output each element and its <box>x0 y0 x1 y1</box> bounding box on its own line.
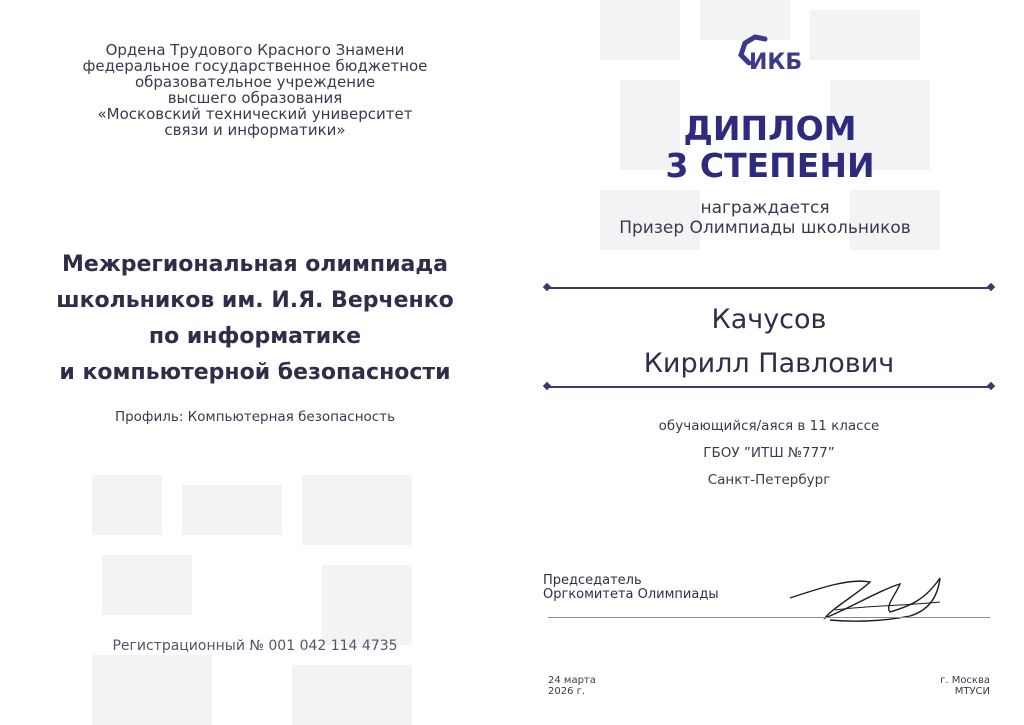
school-name: ГБОУ ”ИТШ №777” <box>703 445 835 461</box>
recipient-given-names: Кирилл Павлович <box>643 348 895 379</box>
ikb-logo <box>735 33 805 75</box>
issue-date-line: 24 марта <box>548 675 596 686</box>
olympiad-line: и компьютерной безопасности <box>59 360 451 385</box>
olympiad-line: по информатике <box>148 324 362 349</box>
issue-place <box>940 675 990 697</box>
issue-place-line: МТУСИ <box>954 686 990 697</box>
olympiad-line: школьников им. И.Я. Верченко <box>56 288 454 313</box>
signature-line <box>548 617 990 618</box>
olympiad-line: Межрегиональная олимпиада <box>62 252 448 277</box>
student-grade: обучающийся/аяся в 11 классе <box>658 418 880 434</box>
university-line: образовательное учреждение <box>134 73 376 91</box>
issue-date <box>548 675 596 697</box>
university-line: Ордена Трудового Красного Знамени <box>105 41 405 59</box>
issue-date-line: 2026 г. <box>548 686 586 697</box>
recipient-name <box>548 298 990 386</box>
watermark-bottom-left <box>92 475 422 725</box>
chairman-line: Председатель <box>543 573 642 588</box>
ikb-logo-icon <box>735 33 805 75</box>
issue-place-line: г. Москва <box>940 675 990 686</box>
chairman-line: Оргкомитета Олимпиады <box>543 587 719 602</box>
logo-text: ИКБ <box>749 50 803 75</box>
registration-number: Регистрационный № 001 042 114 4735 <box>112 638 398 654</box>
chairman-title <box>543 574 719 602</box>
university-name <box>40 42 470 138</box>
olympiad-title <box>20 247 490 391</box>
divider-top <box>548 287 990 289</box>
university-line: «Московский технический университет <box>97 105 413 123</box>
profile-label: Профиль: Компьютерная безопасность <box>114 409 396 425</box>
award-subject: Призер Олимпиады школьников <box>619 218 911 238</box>
divider-bottom <box>548 386 990 388</box>
awarded-label: награждается <box>700 198 830 218</box>
university-line: федеральное государственное бюджетное <box>82 57 428 75</box>
recipient-surname: Качусов <box>711 304 827 335</box>
university-line: связи и информатики» <box>164 121 346 139</box>
signature <box>790 570 950 630</box>
diploma-title-line: 3 СТЕПЕНИ <box>665 146 875 185</box>
university-line: высшего образования <box>167 89 343 107</box>
award-block <box>560 198 970 238</box>
diploma-title <box>590 110 950 184</box>
student-city: Санкт-Петербург <box>707 472 831 488</box>
diploma-title-line: ДИПЛОМ <box>683 109 857 148</box>
